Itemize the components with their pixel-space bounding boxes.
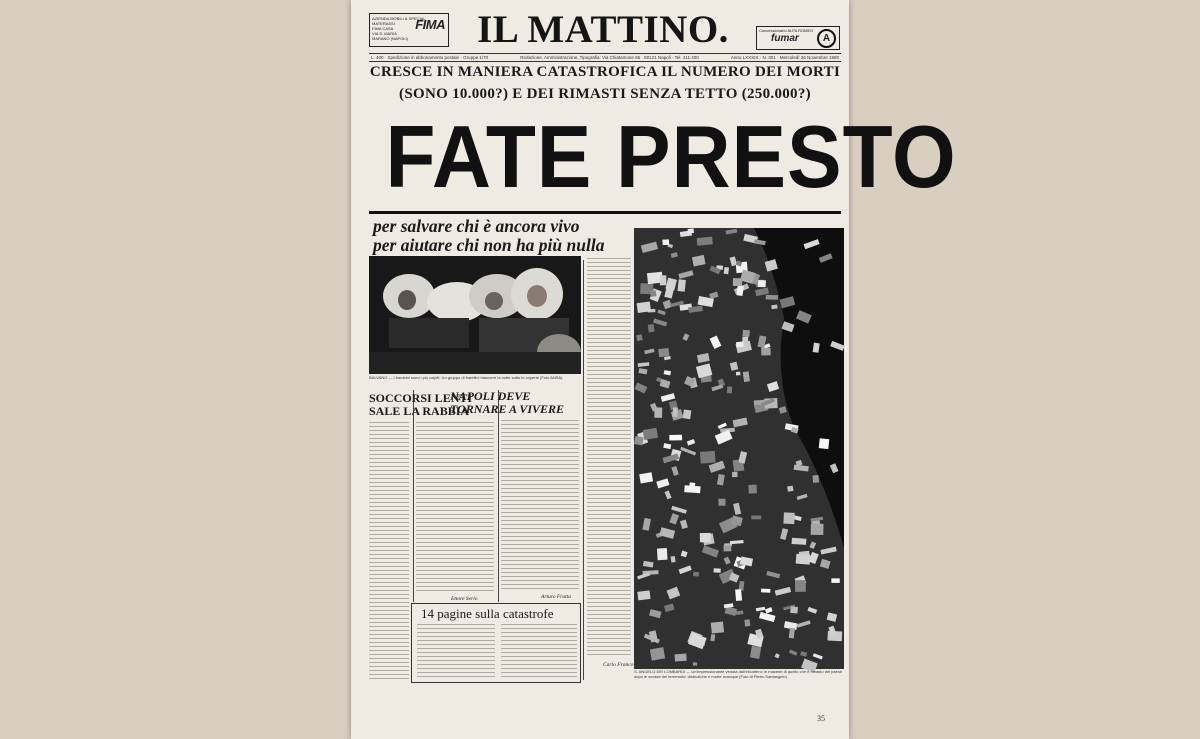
index-box-text [417,624,495,678]
article-2-text-column [501,420,579,592]
subheadline-line-2: per aiutare chi non ha più nulla [373,235,605,255]
info-bar [369,53,841,62]
masthead-title: IL MATTINO. [477,8,729,51]
photo-children-under-blankets [369,256,581,374]
kicker-line-2: (SONO 10.000?) E DEI RIMASTI SENZA TETTO (250.000?) [399,86,811,102]
article-1-text-column [369,422,409,680]
article-2-headline [450,390,564,416]
alfa-romeo-badge-icon: A [817,29,836,48]
ad-left-line: MATERASSI [372,21,395,26]
ad-right-brand: fumar [771,33,799,44]
newspaper-front-page [351,0,957,739]
subheadline [373,217,643,255]
photo-right-caption: S. ANGELO DEI LOMBARDI — Un'impressionante veduta dall'elicottero: le macerie di quello che è rimasto del paese dopo le scosse del terremoto: distruzione e morte ovunque (Foto di Pietro Santangelo) [634,669,843,679]
advertisement-right [756,26,840,50]
advertisement-left [369,13,449,47]
info-bar-right: Anno LXXXIX · N. 301 · Mercoledì 26 Novembre 1980 [730,55,839,60]
ad-left-line: AZIENDA MOBILI & SPECIAL [372,16,426,21]
photo-left-caption: BALVANO — I bambini sono i più colpiti: Un gruppo di fratellini trascorre la notte sotto le coperte (Foto ANSA) [369,375,563,380]
article-1-headline-line-2: SALE LA RABBIA [369,404,470,418]
kicker-line-1: CRESCE IN MANIERA CATASTROFICA IL NUMERO DEI MORTI [369,64,841,80]
ad-left-line: VIA S. MARIA [372,31,397,36]
article-1-byline: Ettore Serio [451,596,478,602]
headline-rule [369,211,841,214]
info-bar-left: L. 400 · Spedizione in abbonamento postale · Gruppe 1/70 [371,55,489,60]
ad-left-line: MARANO (NAPOLI) [372,36,409,41]
article-2-byline: Arturo Fratta [541,594,571,600]
ad-left-brand: FIMA [415,17,445,32]
article-2-headline-line-1: NAPOLI DEVE [450,389,531,403]
right-narrow-text-column [587,258,631,658]
article-1-headline-line-1: SOCCORSI LENTI [369,391,473,405]
index-box-text [501,624,577,678]
article-2-headline-line-2: TORNARE A VIVERE [450,402,565,416]
ad-left-line: FIMA CASA [372,26,394,31]
main-headline: FATE PRESTO [385,107,957,206]
page-number: 35 [817,714,825,723]
column-rule [498,390,499,602]
column-rule [413,390,414,602]
photo-aerial-ruins [634,228,844,669]
column-rule [583,260,584,680]
ad-right-top: Concessionario ALFA ROMEO [759,28,814,33]
info-bar-center: Redazione, Amministrazione, Tipografia: Via Chiatamone 65 · 80121 Napoli · Tel. 411.400 [520,55,699,60]
right-column-byline: Carlo Franco [603,662,634,668]
index-box-title: 14 pagine sulla catastrofe [421,606,554,621]
subheadline-line-1: per salvare chi è ancora vivo [373,216,580,236]
article-1-text-column [416,422,494,594]
